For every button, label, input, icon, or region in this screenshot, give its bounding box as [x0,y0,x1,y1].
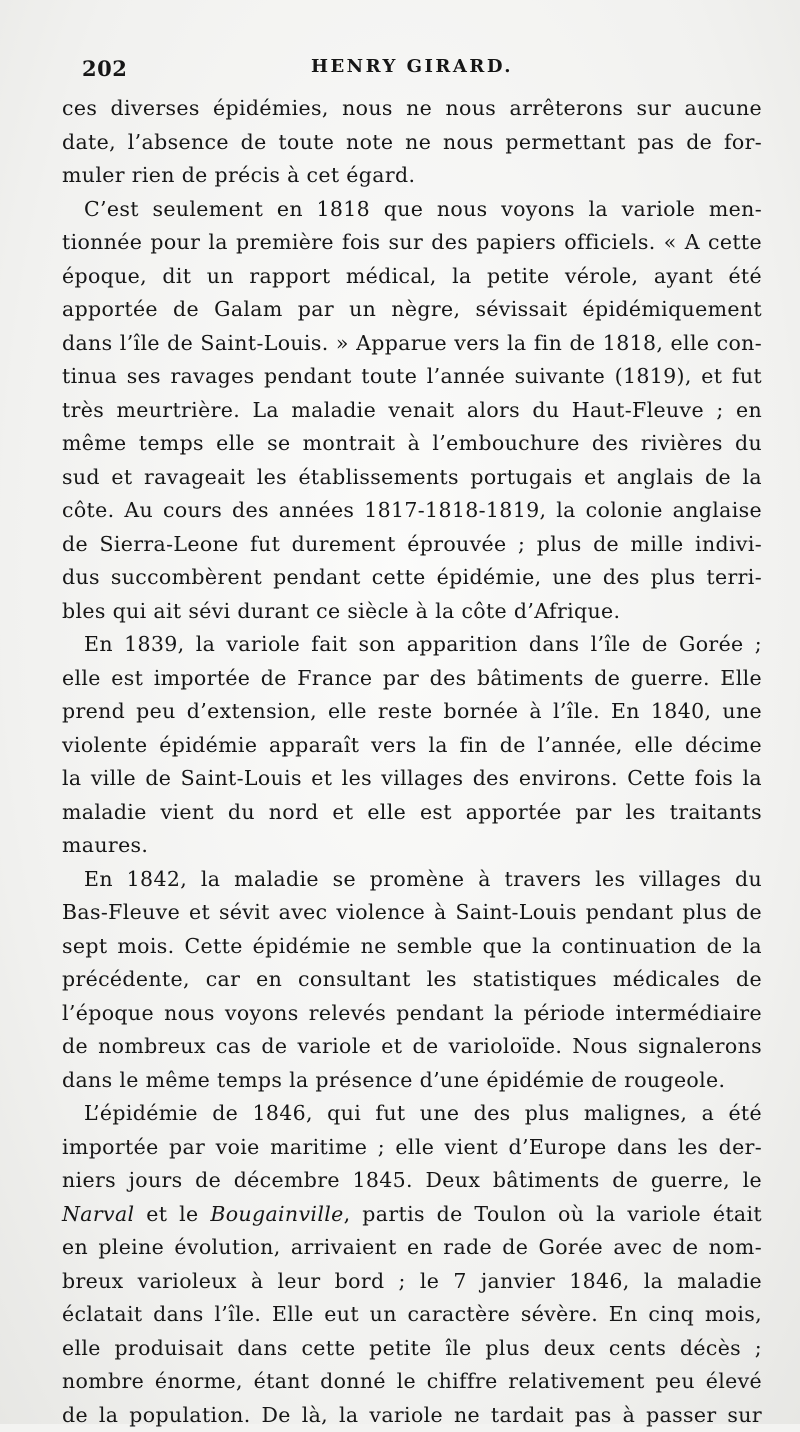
text-line: importée par voie maritime ; elle vient d’Europe dans les der- [62,1131,762,1165]
text-line: C’est seulement en 1818 que nous voyons la variole men- [62,193,762,227]
text-line: nombre énorme, étant donné le chiffre relativement peu élevé [62,1365,762,1399]
text-line: dans l’île de Saint-Louis. » Apparue vers la fin de 1818, elle con- [62,327,762,361]
text-line: tionnée pour la première fois sur des papiers officiels. « A cette [62,226,762,260]
text-line: ces diverses épidémies, nous ne nous arrêterons sur aucune [62,92,762,126]
text-line: maladie vient du nord et elle est apportée par les traitants [62,796,762,830]
text-line: l’époque nous voyons relevés pendant la période intermédiaire [62,997,762,1031]
text-line: sud et ravageait les établissements portugais et anglais de la [62,461,762,495]
text-line: apportée de Galam par un nègre, sévissait épidémiquement [62,293,762,327]
text-line: breux varioleux à leur bord ; le 7 janvier 1846, la maladie [62,1265,762,1299]
text-line: violente épidémie apparaît vers la fin de l’année, elle décime [62,729,762,763]
text-line: En 1842, la maladie se promène à travers les villages du [62,863,762,897]
text-line: côte. Au cours des années 1817-1818-1819, la colonie anglaise [62,494,762,528]
text-line: de la population. De là, la variole ne tardait pas à passer sur [62,1399,762,1432]
text-line: la ville de Saint-Louis et les villages des environs. Cette fois la [62,762,762,796]
text-line: dus succombèrent pendant cette épidémie, une des plus terri- [62,561,762,595]
text-line: éclatait dans l’île. Elle eut un caractère sévère. En cinq mois, [62,1298,762,1332]
text-line: niers jours de décembre 1845. Deux bâtiments de guerre, le [62,1164,762,1198]
text-line: prend peu d’extension, elle reste bornée à l’île. En 1840, une [62,695,762,729]
text-line: muler rien de précis à cet égard. [62,159,762,193]
text-line: bles qui ait sévi durant ce siècle à la côte d’Afrique. [62,595,762,629]
running-head: HENRY GIRARD. [82,56,742,77]
text-line: date, l’absence de toute note ne nous permettant pas de for- [62,126,762,160]
text-fragment: et le [134,1202,210,1226]
page-number: 202 [82,56,127,81]
text-line: époque, dit un rapport médical, la petite vérole, ayant été [62,260,762,294]
ship-name-bougainville: Bougainville [210,1202,343,1226]
text-line: très meurtrière. La maladie venait alors du Haut-Fleuve ; en [62,394,762,428]
body-text [62,92,762,1432]
text-fragment: , partis de Toulon où la variole était [344,1202,762,1226]
text-line: elle produisait dans cette petite île plus deux cents décès ; [62,1332,762,1366]
text-line: dans le même temps la présence d’une épidémie de rougeole. [62,1064,762,1098]
text-line [62,1198,762,1232]
text-line: L’épidémie de 1846, qui fut une des plus malignes, a été [62,1097,762,1131]
text-line: tinua ses ravages pendant toute l’année suivante (1819), et fut [62,360,762,394]
text-line: précédente, car en consultant les statistiques médicales de [62,963,762,997]
text-line: en pleine évolution, arrivaient en rade de Gorée avec de nom- [62,1231,762,1265]
text-line: de nombreux cas de variole et de varioloïde. Nous signalerons [62,1030,762,1064]
page-header [82,56,742,86]
text-line: En 1839, la variole fait son apparition dans l’île de Gorée ; [62,628,762,662]
text-line: même temps elle se montrait à l’embouchure des rivières du [62,427,762,461]
text-line: sept mois. Cette épidémie ne semble que la continuation de la [62,930,762,964]
text-line: maures. [62,829,762,863]
text-line: Bas-Fleuve et sévit avec violence à Saint-Louis pendant plus de [62,896,762,930]
text-line: elle est importée de France par des bâtiments de guerre. Elle [62,662,762,696]
ship-name-narval: Narval [62,1202,134,1226]
text-line: de Sierra-Leone fut durement éprouvée ; plus de mille indivi- [62,528,762,562]
